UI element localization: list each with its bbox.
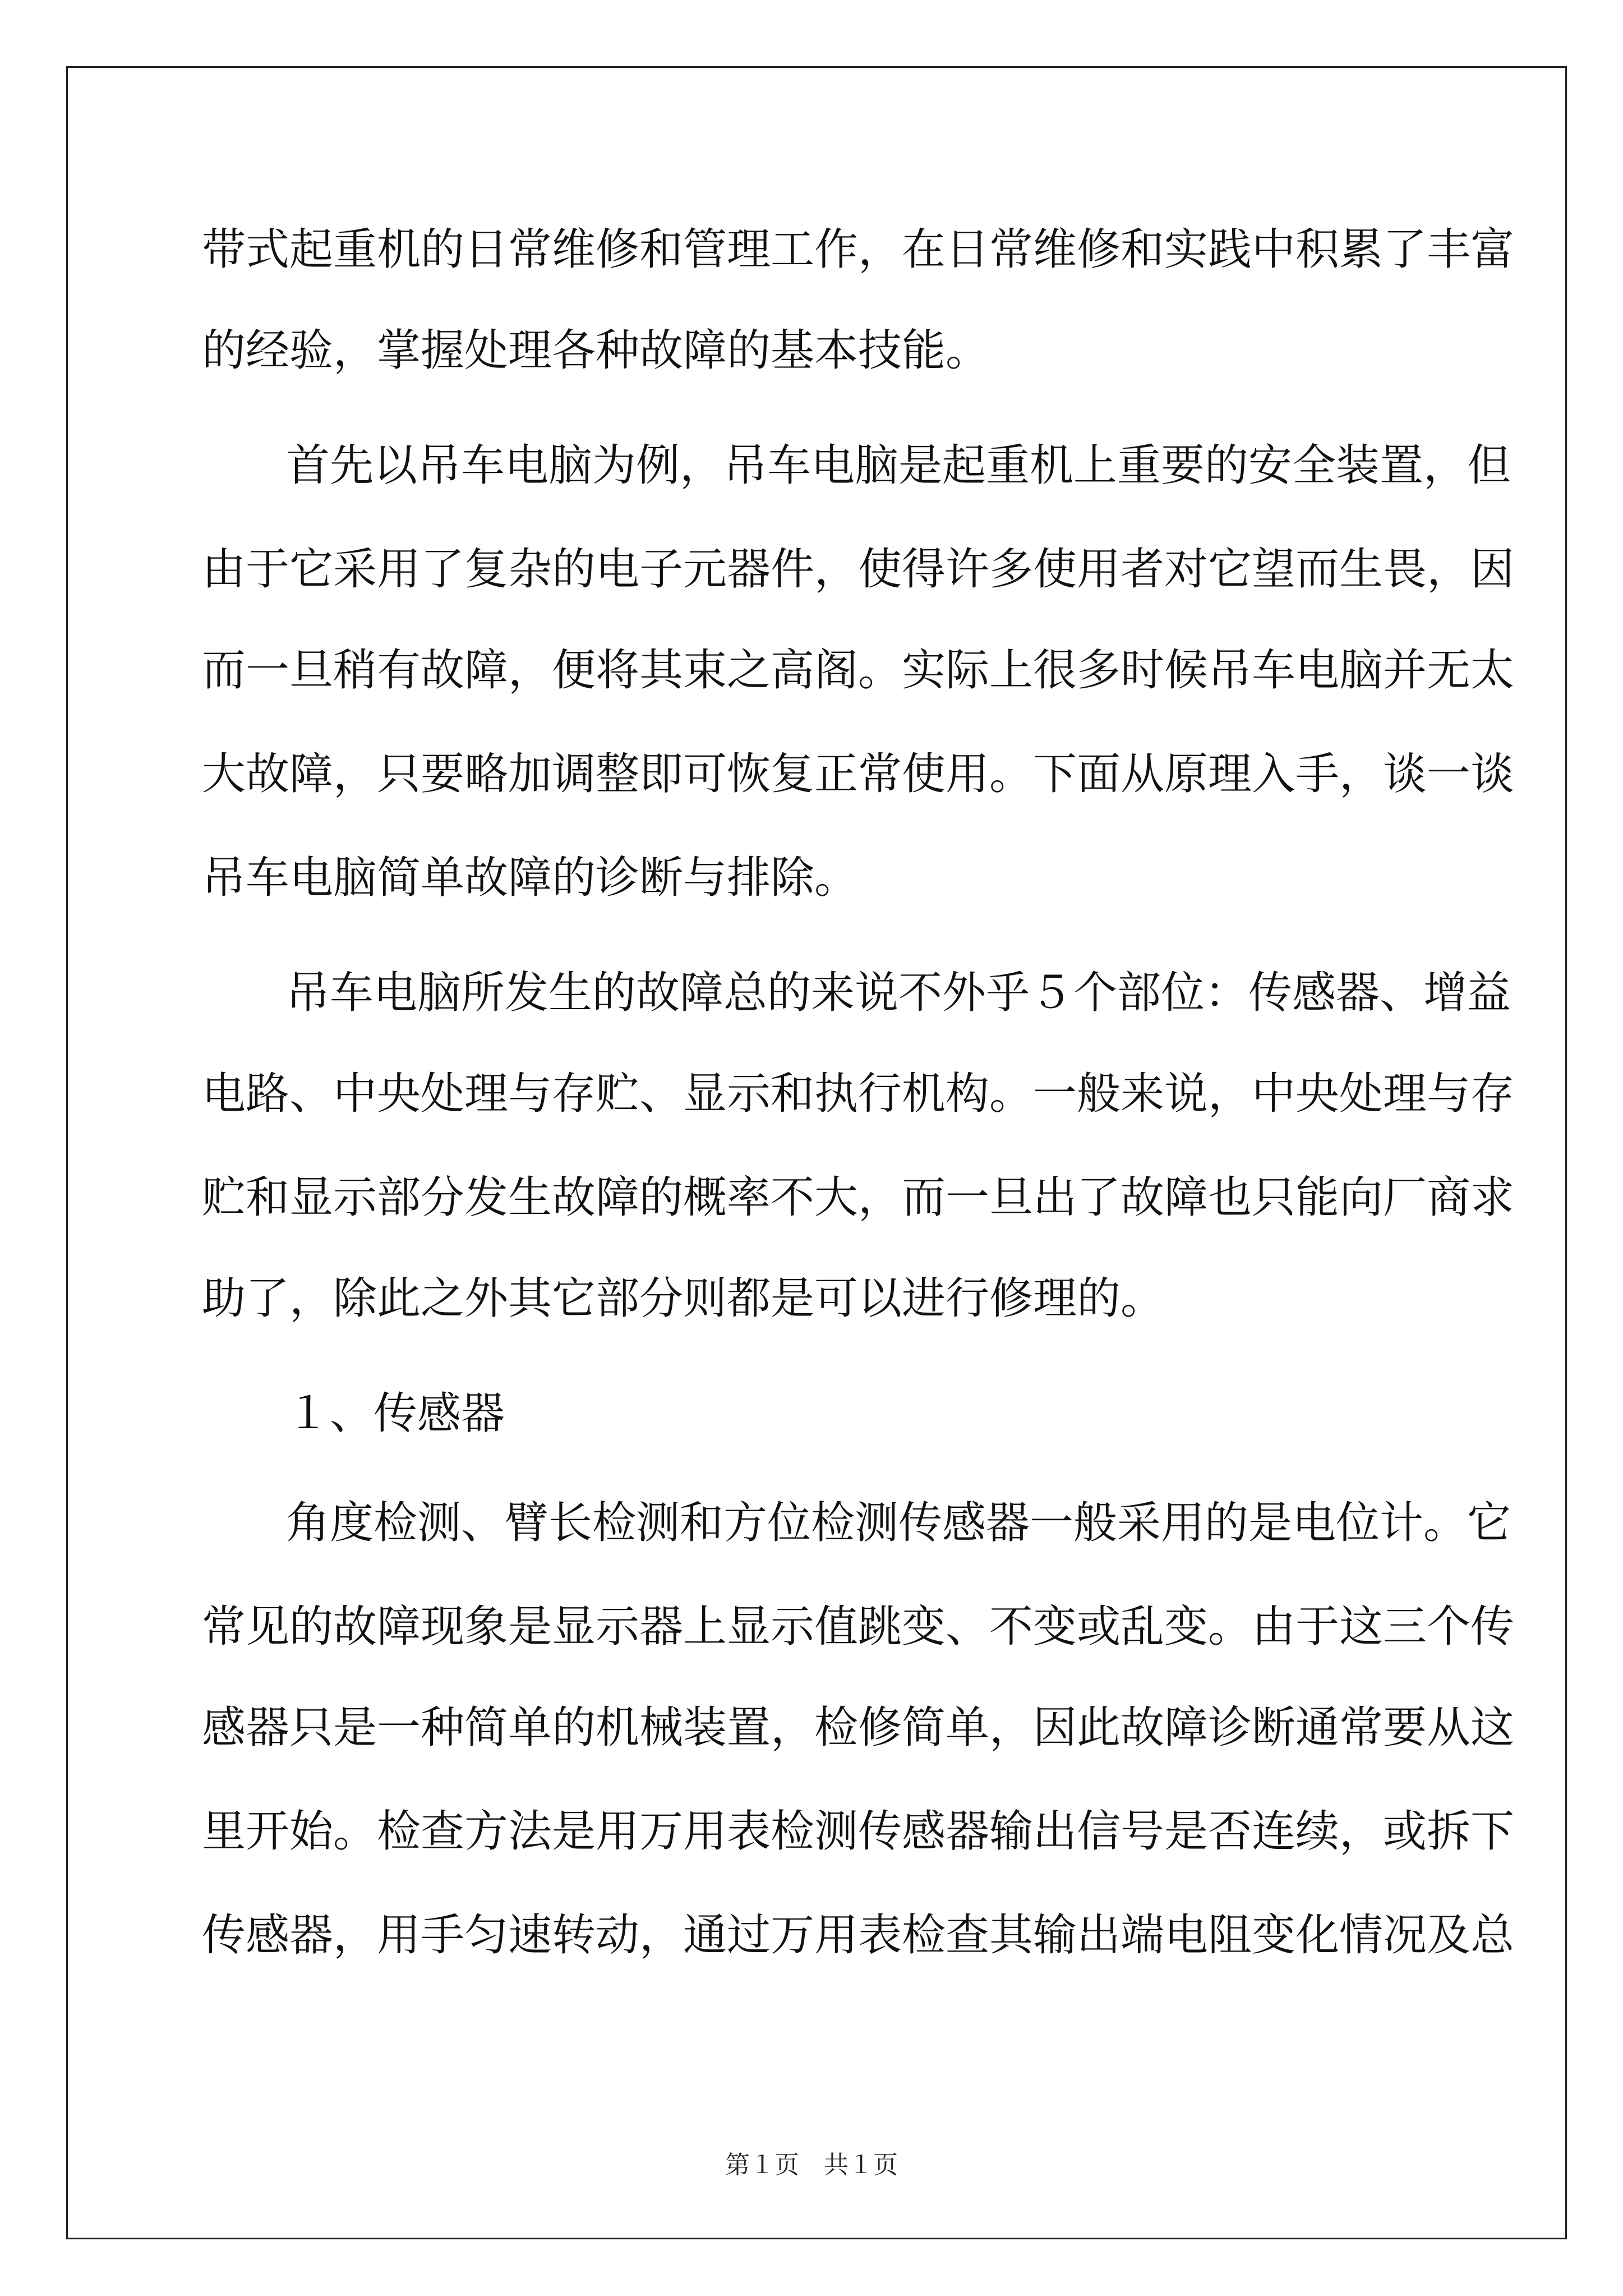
body-line: 助了，除此之外其它部分则都是可以进行修理的。 — [202, 1273, 1165, 1324]
body-line: 首先以吊车电脑为例，吊车电脑是起重机上重要的安全装置，但 — [286, 440, 1511, 491]
body-line: 电路、中央处理与存贮、显示和执行机构。一般来说，中央处理与存 — [202, 1069, 1515, 1119]
body-line: 里开始。检查方法是用万用表检测传感器输出信号是否连续，或拆下 — [202, 1806, 1515, 1857]
body-line: 由于它采用了复杂的电子元器件，使得许多使用者对它望而生畏，因 — [202, 544, 1515, 595]
page-footer: 第１页 共１页 — [725, 2151, 898, 2179]
body-line: 传感器，用手匀速转动，通过万用表检查其输出端电阻变化情况及总 — [202, 1910, 1515, 1961]
body-line: 角度检测、臂长检测和方位检测传感器一般采用的是电位计。它 — [286, 1498, 1511, 1548]
body-line: 吊车电脑所发生的故障总的来说不外乎５个部位：传感器、增益 — [286, 968, 1511, 1018]
body-line: 而一旦稍有故障，便将其束之高阁。实际上很多时候吊车电脑并无太 — [202, 645, 1515, 696]
body-line: 常见的故障现象是显示器上显示值跳变、不变或乱变。由于这三个传 — [202, 1602, 1515, 1652]
body-line: 的经验，掌握处理各种故障的基本技能。 — [202, 325, 990, 376]
section-heading: １、传感器 — [286, 1388, 505, 1439]
body-line: 大故障，只要略加调整即可恢复正常使用。下面从原理入手，谈一谈 — [202, 749, 1515, 799]
body-line: 带式起重机的日常维修和管理工作，在日常维修和实践中积累了丰富 — [202, 224, 1515, 275]
body-line: 吊车电脑简单故障的诊断与排除。 — [202, 853, 859, 903]
body-line: 贮和显示部分发生故障的概率不大，而一旦出了故障也只能向厂商求 — [202, 1172, 1515, 1223]
body-line: 感器只是一种简单的机械装置，检修简单，因此故障诊断通常要从这 — [202, 1703, 1515, 1753]
